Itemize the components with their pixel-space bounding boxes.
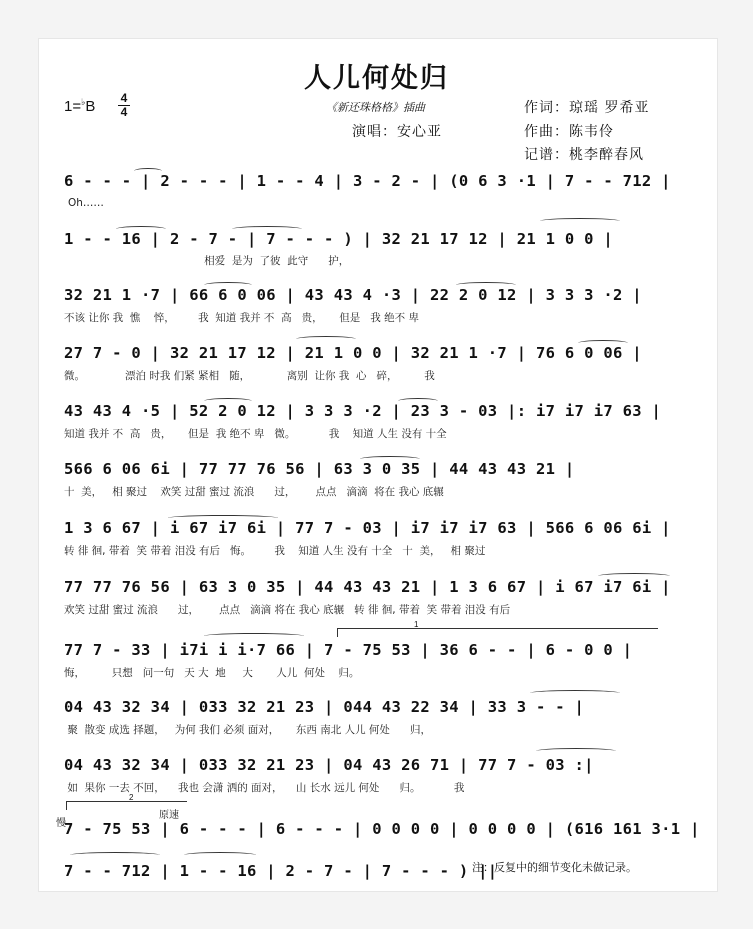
lyric-row: 如 果你 一去 不回， 我也 会潇 洒的 面对， 山 长水 远儿 何处 归。 我 [64,782,465,794]
volta-label: 2 [129,793,134,802]
lyric-row: 悔， 只想 问一句 天 大 地 大 人儿 何处 归。 [64,667,360,679]
transcriber-credit: 记谱：桃李醉春风 [524,147,644,163]
notation-row: 6 - - - | 2 - - - | 1 - - 4 | 3 - 2 - | (0 6 3 ·1 | 7 - - 712 | [64,172,671,190]
notation-row: 77 77 76 56 | 63 3 0 35 | 44 43 43 21 | 1 3 6 67 | i 67 i7 6i | [64,578,671,596]
time-signature [118,93,130,118]
time-top: 4 [120,91,128,105]
flat-sign: ♭ [81,97,86,107]
notation-row: 566 6 06 6i | 77 77 76 56 | 63 3 0 35 | 44 43 43 21 | [64,460,575,478]
slur-mark [204,282,252,288]
footnote: 注：反复中的细节变化未做记录。 [472,861,637,874]
slur-mark [184,852,256,858]
slur-mark [168,515,278,521]
key-signature [64,97,95,115]
notation-row: 1 3 6 67 | i 67 i7 6i | 77 7 - 03 | i7 i7 i7 63 | 566 6 06 6i | [64,519,671,537]
lyric-row: 知道 我并 不 高 贵， 但是 我 绝不 卑 微。 我 知道 人生 没有 十全 [64,428,447,440]
song-title: 人儿何处归 [304,63,449,94]
tempo-slow-mark: 慢 [56,818,66,829]
key-note: B [85,98,96,115]
volta-bracket-1 [337,620,658,637]
volta-label: 1 [414,620,419,629]
tempo-return-mark: 原速 [159,810,179,821]
notation-row: 77 7 - 33 | i7i i i·7 66 | 7 - 75 53 | 36 6 - - | 6 - 0 0 | [64,641,633,659]
slur-mark [360,456,420,462]
composer-credit: 作曲：陈韦伶 [524,124,614,140]
singer-credit: 演唱：安心亚 [352,124,442,140]
slur-mark [398,398,438,404]
notation-row: 7 - - 712 | 1 - - 16 | 2 - 7 - | 7 - - - ) || [64,862,498,880]
slur-mark [530,690,620,696]
lyric-row: 微。 漂泊 时我 们紧 紧相 随， 离别 让你 我 心 碎， 我 [64,370,435,382]
slur-mark [296,336,356,342]
lyric-row: 相爱 是为 了彼 此守 护， [64,255,350,267]
lyric-row: 十 美， 相 聚过 欢笑 过甜 蜜过 流浪 过， 点点 滴滴 将在 我心 底辗 [64,486,444,498]
lyricist-credit: 作词：琼瑶 罗希亚 [524,100,650,116]
slur-mark [456,282,516,288]
slur-mark [70,852,160,858]
notation-row: 7 - 75 53 | 6 - - - | 6 - - - | 0 0 0 0 | 0 0 0 0 | (616 161 3·1 | [64,820,700,838]
slur-mark [232,226,302,232]
notation-row: 43 43 4 ·5 | 52 2 0 12 | 3 3 3 ·2 | 23 3 - 03 |: i7 i7 i7 63 | [64,402,662,420]
slur-mark [134,168,162,174]
slur-mark [598,573,670,579]
slur-mark [536,748,616,754]
slur-mark [578,340,628,346]
notation-row: 27 7 - 0 | 32 21 17 12 | 21 1 0 0 | 32 21 1 ·7 | 76 6 0 06 | [64,344,642,362]
notation-row: 04 43 32 34 | 033 32 21 23 | 044 43 22 34 | 33 3 - - | [64,698,585,716]
slur-mark [204,633,304,639]
slur-mark [116,226,166,232]
lyric-row: 转 徘 徊, 带着 笑 带着 泪没 有后 悔。 我 知道 人生 没有 十全 十 美， 相 聚过 [64,545,486,557]
lyric-row: Oh…… [68,197,104,209]
slur-mark [204,398,252,404]
slur-mark [540,218,620,224]
notation-row: 32 21 1 ·7 | 66 6 0 06 | 43 43 4 ·3 | 22 2 0 12 | 3 3 3 ·2 | [64,286,642,304]
notation-row: 1 - - 16 | 2 - 7 - | 7 - - - ) | 32 21 17 12 | 21 1 0 0 | [64,230,614,248]
notation-row: 04 43 32 34 | 033 32 21 23 | 04 43 26 71 | 77 7 - 03 :| [64,756,594,774]
time-bottom: 4 [120,105,128,119]
lyric-row: 欢笑 过甜 蜜过 流浪 过， 点点 滴滴 将在 我心 底辗 转 徘 徊, 带着 笑 带着 泪没 有后 [64,604,511,616]
key-label: 1= [64,98,82,115]
lyric-row: 聚 散变 成选 择题， 为何 我们 必须 面对， 东西 南北 人儿 何处 归， [64,724,431,736]
song-source: 《新还珠格格》插曲 [326,101,425,114]
lyric-row: 不该 让你 我 憔 悴， 我 知道 我并 不 高 贵， 但是 我 绝不 卑 [64,312,419,324]
